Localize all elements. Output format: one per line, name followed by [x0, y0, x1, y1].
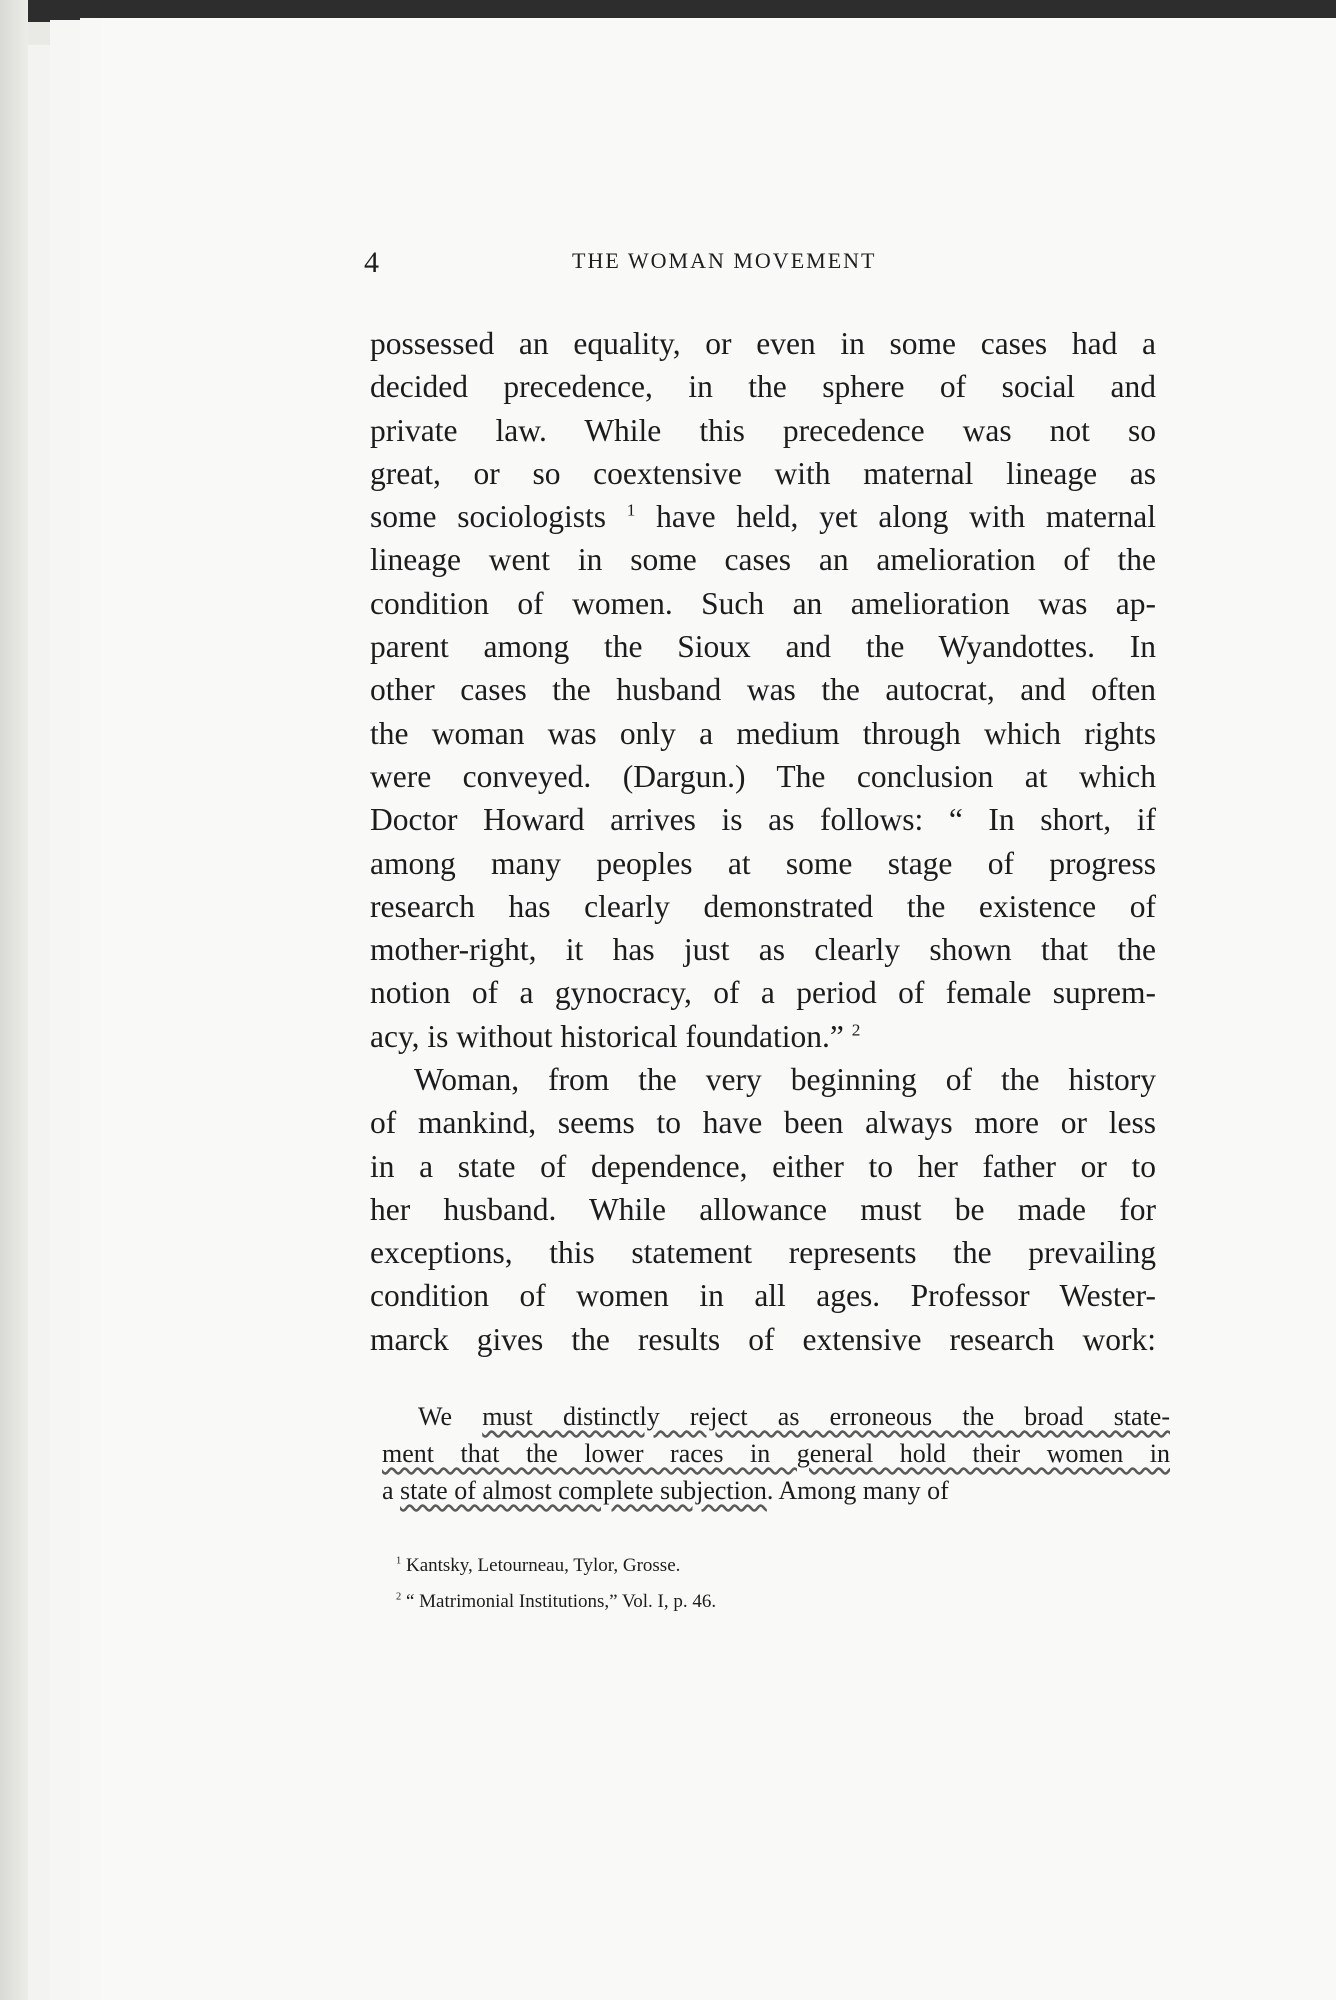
page-number: 4 — [364, 246, 379, 279]
text-line: lineage went in some cases an amelioration of the — [370, 542, 1156, 578]
pencil-underline: state of almost complete subjection — [400, 1476, 767, 1505]
page-edge — [80, 18, 103, 2000]
text-line — [370, 1015, 1156, 1058]
text-line: notion of a gynocracy, of a period of female suprem- — [370, 975, 1156, 1011]
text-line — [382, 1472, 1170, 1509]
footnote — [396, 1584, 996, 1620]
text-line — [382, 1398, 1170, 1435]
text-segment: acy, is without historical foundation.” — [370, 1018, 844, 1054]
text-line: in a state of dependence, either to her father or to — [370, 1148, 1156, 1184]
paragraph-1 — [370, 322, 1156, 1058]
text-line: great, or so coextensive with maternal lineage as — [370, 455, 1156, 491]
text-line: decided precedence, in the sphere of social and — [370, 369, 1156, 405]
text-line: Woman, from the very beginning of the history — [414, 1062, 1156, 1097]
text-line: private law. While this precedence was not so — [370, 412, 1156, 448]
text-line: possessed an equality, or even in some cases had a — [370, 326, 1156, 361]
text-line: of mankind, seems to have been always more or less — [370, 1105, 1156, 1141]
text-line: her husband. While allowance must be made for — [370, 1191, 1156, 1227]
text-line — [370, 495, 1156, 538]
footnote-marker: 2 — [396, 1591, 402, 1603]
text-line: exceptions, this statement represents the prevailing — [370, 1235, 1156, 1271]
pencil-underline: ment that the lower races in general hold their women in — [382, 1439, 1170, 1468]
text-line: condition of women. Such an amelioration was ap- — [370, 585, 1156, 621]
footnote-text: Kantsky, Letourneau, Tylor, Grosse. — [405, 1555, 681, 1576]
text-line: parent among the Sioux and the Wyandottes. In — [370, 629, 1156, 665]
text-line: Doctor Howard arrives is as follows: “ In short, if — [370, 802, 1156, 838]
scan-left-margin — [0, 0, 28, 2000]
running-title: THE WOMAN MOVEMENT — [572, 248, 877, 273]
text-segment: some sociologists — [370, 499, 606, 535]
page-header — [364, 246, 1184, 286]
text-line: marck gives the results of extensive research work: — [370, 1321, 1156, 1357]
footnote-marker: 1 — [396, 1555, 402, 1567]
text-segment: a — [382, 1476, 394, 1505]
text-line: research has clearly demonstrated the existence of — [370, 888, 1156, 924]
page-edge — [50, 20, 81, 2000]
footnote-ref: 2 — [851, 1020, 861, 1040]
footnotes — [396, 1548, 996, 1620]
footnote-ref: 1 — [626, 500, 636, 520]
block-quote — [382, 1398, 1170, 1509]
text-line: among many peoples at some stage of progress — [370, 845, 1156, 881]
text-line: mother-right, it has just as clearly shown that the — [370, 932, 1156, 968]
footnote — [396, 1548, 996, 1584]
pencil-underline: must distinctly reject as erroneous the broad state- — [482, 1402, 1170, 1431]
footnote-text: “ Matrimonial Institutions,” Vol. I, p. 46. — [405, 1591, 717, 1612]
text-segment: We — [418, 1402, 452, 1431]
paragraph-2 — [370, 1058, 1156, 1361]
text-line: other cases the husband was the autocrat, and often — [370, 672, 1156, 708]
text-line: condition of women in all ages. Professor Wester- — [370, 1278, 1156, 1314]
page-edge — [28, 45, 51, 2000]
text-line: were conveyed. (Dargun.) The conclusion at which — [370, 758, 1156, 794]
text-segment: . Among many of — [766, 1476, 949, 1505]
text-line: the woman was only a medium through which rights — [370, 715, 1156, 751]
text-line — [382, 1435, 1170, 1472]
text-segment: have held, yet along with maternal — [656, 499, 1157, 535]
